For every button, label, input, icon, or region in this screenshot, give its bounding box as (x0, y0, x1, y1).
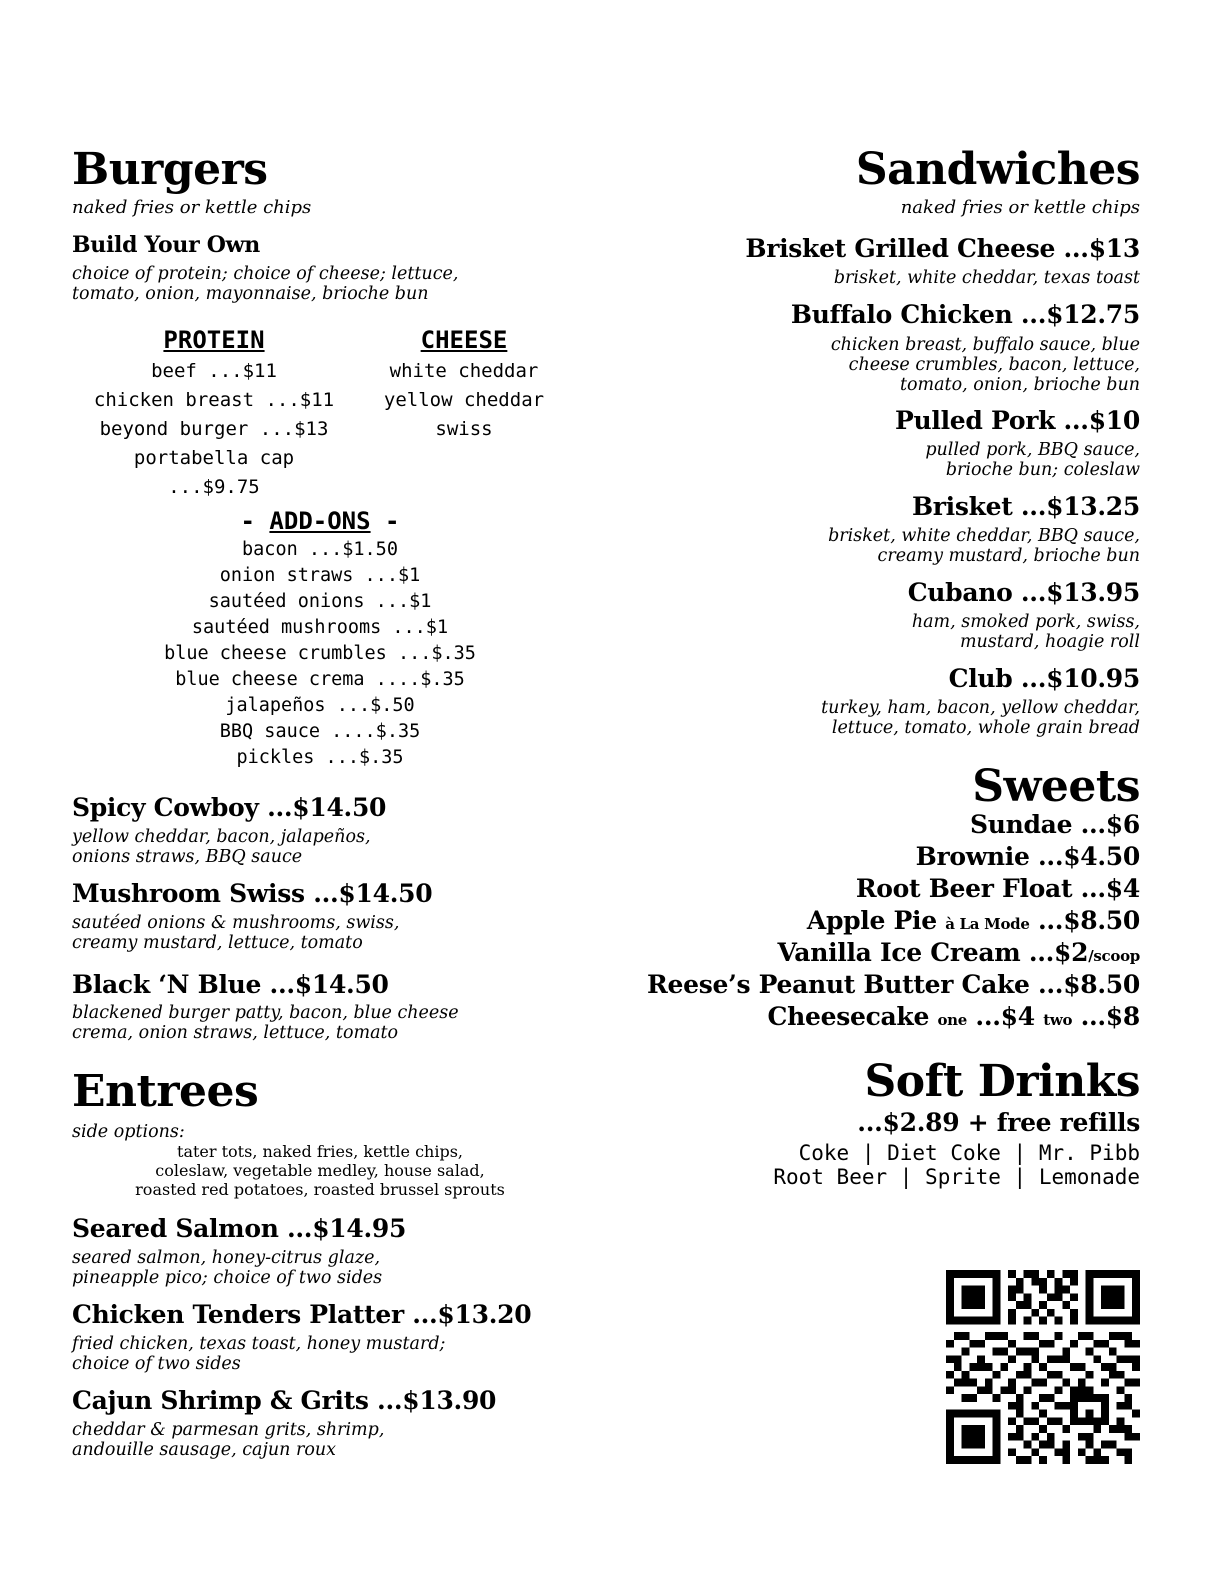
sandwich-item-desc: tomato, onion, brioche bun (899, 375, 1140, 395)
cheese-item: white cheddar (389, 360, 539, 382)
build-your-own-title: Build Your Own (72, 232, 260, 258)
sweets-title: Sweets (972, 761, 1140, 812)
burger-item-desc: yellow cheddar, bacon, jalapeños, (72, 827, 371, 847)
burger-item-desc: creamy mustard, lettuce, tomato (72, 933, 363, 953)
addon-item: onion straws ...$1 (219, 565, 421, 586)
addon-item: sautéed mushrooms ...$1 (191, 617, 449, 638)
protein-item: beyond burger ...$13 (99, 418, 329, 440)
sandwich-item-desc: chicken breast, buffalo sauce, blue (830, 335, 1140, 355)
build-your-own-desc-1: choice of protein; choice of cheese; lettuce, (72, 264, 459, 284)
burger-item-desc: sautéed onions & mushrooms, swiss, (72, 913, 400, 933)
entree-item-desc: pineapple pico; choice of two sides (72, 1268, 383, 1288)
entree-item-name: Seared Salmon ...$14.95 (72, 1214, 407, 1243)
addon-item: jalapeños ...$.50 (225, 695, 415, 716)
soft-drinks-title: Soft Drinks (864, 1056, 1140, 1107)
side-options-list: tater tots, naked fries, kettle chips, coleslaw, vegetable medley, house salad, roasted red potatoes, roasted brussel sprouts (135, 1142, 505, 1199)
sandwich-item-desc: pulled pork, BBQ sauce, (925, 440, 1140, 460)
protein-header: PROTEIN (163, 326, 265, 354)
protein-item: beef ...$11 (151, 360, 277, 382)
sweet-item: Reese’s Peanut Butter Cake ...$8.50 (647, 970, 1140, 999)
sandwich-item-name: Cubano ...$13.95 (907, 578, 1140, 607)
sweet-item-cheesecake: Cheesecake one ...$4 two ...$8 (767, 1002, 1140, 1031)
burger-item-desc: onions straws, BBQ sauce (72, 847, 303, 867)
addons-header: - ADD-ONS - (240, 507, 400, 535)
burger-item-name: Mushroom Swiss ...$14.50 (72, 879, 433, 908)
protein-list (84, 357, 344, 502)
entrees-title: Entrees (72, 1066, 259, 1117)
sweet-item: Brownie ...$4.50 (915, 842, 1140, 871)
sandwich-item-desc: brisket, white cheddar, texas toast (833, 268, 1140, 288)
cheese-list (354, 357, 574, 444)
sandwich-item-desc: brioche bun; coleslaw (945, 460, 1140, 480)
sandwich-item-name: Brisket ...$13.25 (911, 492, 1140, 521)
sandwich-item-desc: cheese crumbles, bacon, lettuce, (848, 355, 1140, 375)
sweet-item: Sundae ...$6 (970, 810, 1140, 839)
cheese-item: swiss (435, 418, 493, 440)
sandwich-item-name: Club ...$10.95 (948, 664, 1140, 693)
sandwiches-title: Sandwiches (855, 144, 1140, 195)
addon-item: blue cheese crema ....$.35 (175, 669, 465, 690)
sandwich-item-desc: brisket, white cheddar, BBQ sauce, (828, 526, 1140, 546)
sweet-item-vanilla: Vanilla Ice Cream ...$2/scoop (777, 938, 1140, 967)
addon-item: BBQ sauce ....$.35 (219, 721, 421, 742)
burgers-subtitle: naked fries or kettle chips (72, 197, 312, 218)
addon-item: bacon ...$1.50 (242, 539, 398, 560)
entree-item-desc: cheddar & parmesan grits, shrimp, (72, 1420, 385, 1440)
addons-list (120, 537, 520, 771)
entree-item-desc: fried chicken, texas toast, honey mustard; (72, 1334, 446, 1354)
burger-item-desc: crema, onion straws, lettuce, tomato (72, 1023, 399, 1043)
addon-item: pickles ...$.35 (236, 747, 404, 768)
soft-drinks-list: Coke | Diet Coke | Mr. Pibb Root Beer | Sprite | Lemonade (773, 1141, 1140, 1189)
sweet-item: Root Beer Float ...$4 (855, 874, 1140, 903)
protein-item: portabella cap ...$9.75 (133, 447, 295, 498)
sandwich-item-desc: creamy mustard, brioche bun (877, 546, 1140, 566)
burger-item-name: Black ‘N Blue ...$14.50 (72, 970, 389, 999)
sandwich-item-name: Pulled Pork ...$10 (895, 406, 1140, 435)
protein-item: chicken breast ...$11 (93, 389, 335, 411)
sandwich-item-name: Brisket Grilled Cheese ...$13 (745, 234, 1140, 263)
sandwich-item-name: Buffalo Chicken ...$12.75 (790, 300, 1140, 329)
sandwich-item-desc: turkey, ham, bacon, yellow cheddar, (821, 698, 1140, 718)
addons-header-label: ADD-ONS (269, 507, 371, 535)
burger-item-desc: blackened burger patty, bacon, blue cheese (72, 1003, 459, 1023)
cheese-item: yellow cheddar (383, 389, 545, 411)
build-your-own-desc-2: tomato, onion, mayonnaise, brioche bun (72, 284, 429, 304)
soft-drinks-price: ...$2.89 + free refills (857, 1108, 1140, 1137)
entree-item-desc: choice of two sides (72, 1354, 241, 1374)
entree-item-desc: andouille sausage, cajun roux (72, 1440, 337, 1460)
sweet-item-apple-pie: Apple Pie à La Mode ...$8.50 (806, 906, 1140, 935)
cheese-header: CHEESE (420, 326, 508, 354)
burgers-title: Burgers (72, 144, 268, 195)
qr-code-icon[interactable] (946, 1270, 1140, 1464)
sandwich-item-desc: ham, smoked pork, swiss, (911, 612, 1140, 632)
side-options-label: side options: (72, 1122, 185, 1142)
entree-item-name: Cajun Shrimp & Grits ...$13.90 (72, 1386, 497, 1415)
sandwich-item-desc: mustard, hoagie roll (959, 632, 1140, 652)
sandwiches-subtitle: naked fries or kettle chips (900, 197, 1140, 218)
sandwich-item-desc: lettuce, tomato, whole grain bread (831, 718, 1140, 738)
entree-item-desc: seared salmon, honey-citrus glaze, (72, 1248, 381, 1268)
addon-item: blue cheese crumbles ...$.35 (164, 643, 476, 664)
entree-item-name: Chicken Tenders Platter ...$13.20 (72, 1300, 532, 1329)
addon-item: sautéed onions ...$1 (208, 591, 432, 612)
burger-item-name: Spicy Cowboy ...$14.50 (72, 793, 387, 822)
